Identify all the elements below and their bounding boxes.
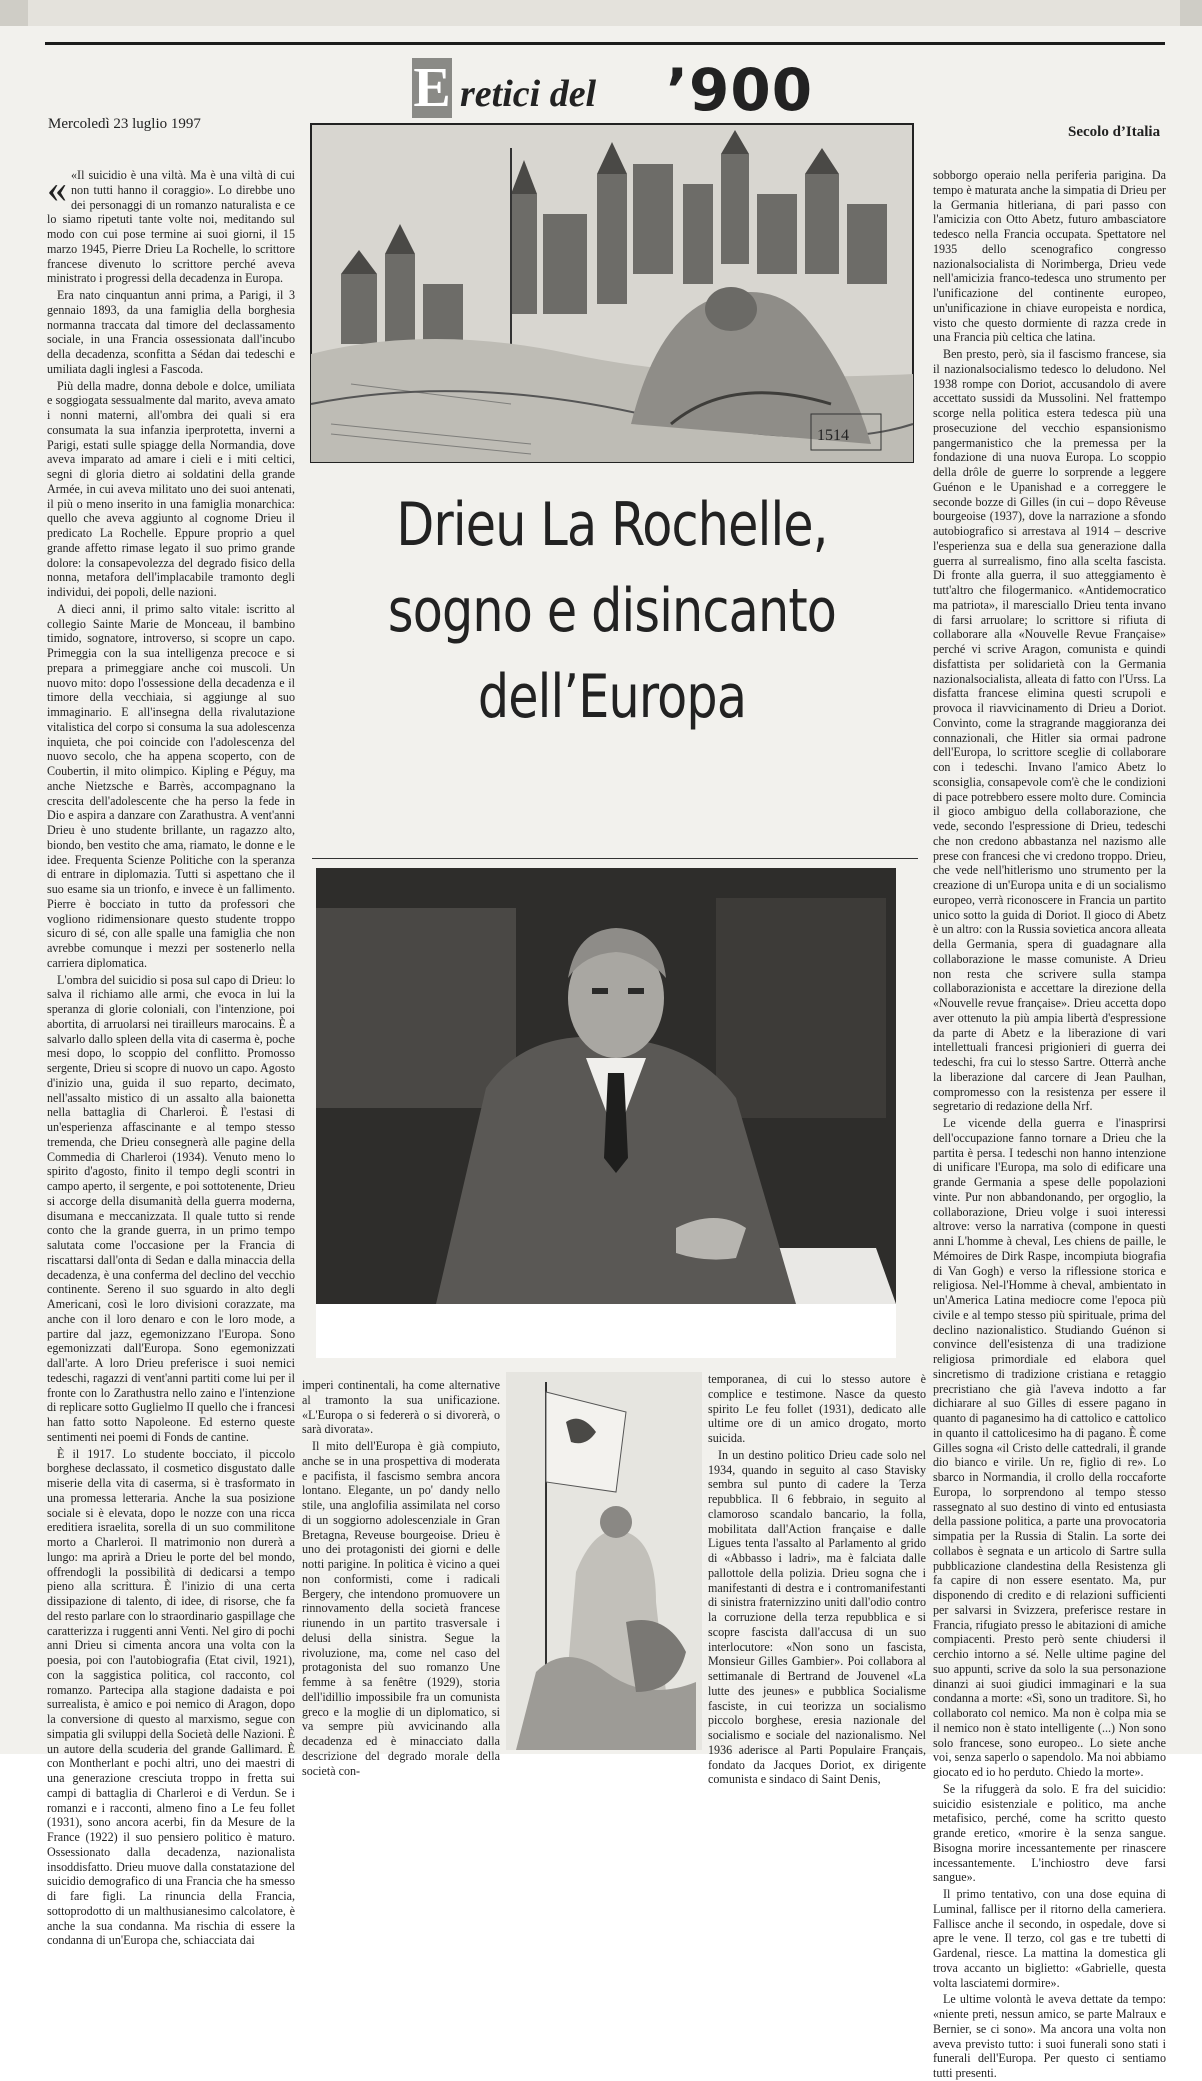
- paragraph: sobborgo operaio nella periferia parigina. Da tempo è maturata anche la simpatia di Drieu per la Germania hitleriana, di pari passo con l'amicizia con Otto Abetz, futuro ambasciatore tedesco nella Francia occupata. Spettatore nel 1935 dello scenografico congresso nazionalsocialista di Norimberga, Drieu vede nell'amicizia franco-tedesca uno strumento per l'unificazione del continente europeo, un'unificazione in chiave europeista e nordica, visto che questo dormiente di razza crede in una Francia più celtica che latina.: [933, 168, 1166, 345]
- article-column-3: [708, 1372, 926, 1787]
- headline-line-1: Drieu La Rochelle,: [396, 490, 828, 560]
- article-column-1: [47, 166, 295, 1948]
- engraving-signature: 1514: [817, 427, 849, 444]
- paragraph: Se la rifuggerà da solo. E fra del suicidio: suicidio esistenziale e politico, ma anche metafisico, perché, come ha scritto questo grande eretico, «morire è la senza sangue. Bisogna morire incessantemente per rinascere incessantemente. L'inchiostro deve farsi sangue».: [933, 1781, 1166, 1885]
- headline: [358, 482, 866, 740]
- engraving-image: [311, 124, 913, 462]
- paragraph: Le vicende della guerra e l'inasprirsi dell'occupazione fanno tornare a Drieu che la partita è persa. I tedeschi non hanno intenzione di unificare l'Europa, ma solo di edificare una grande Germania a spese delle popolazioni vinte. Pur non abbandonando, per orgoglio, la collaborazione, Drieu volge i suoi interessi altrove: verso la narrativa (compone in questi anni L'homme à cheval, Les chiens de paille, le Mémoires de Dirk Raspe, incompiuta biografia di Van Gogh) e verso la riflessione storica e religiosa. Nel-l'Homme à cheval, ambientato in un'America Latina mediocre come l'epoca più civile e al tempo stesso più spirituale, prima del declino nazionalistico. Studiando Guénon si convince dell'esistenza di una tradizione religiosa primordiale ed elabora quel sincretismo di tradizione cristiana e retaggio precristiano che già l'aveva indotto a far dichiarare al suo Gilles di essere pagano in quanto di paganesimo ha di cattolico e cattolico in quanto il cattolicesimo ha di pagano. È come Gilles sogna «il Cristo delle cattedrali, il grande dio bianco e virile. Un re, figlio di re». Lo sbarco in Normandia, il crollo della roccaforte Europa, lo sorprendono al tempo stesso rassegnato al suo destino di vinto ed entusiasta della passione politica, a parte una provocatoria simpatia per la Russia di Stalin. La sorte dei collabos è segnata e un articolo di Sartre sulla pubblicazione clandestina della Resistenza gli fa capire di non essere esentato. Ma, pur disponendo di credito e di relazioni sufficienti per salvarsi in Svizzera, preferisce restare in Francia, rifugiato presso le abitazioni di amiche compiacenti. Presto però sente chiudersi il cerchio intorno a sé. Nelle ultime pagine del suo appunti, scrive da solo la sua personazione dinanzi ai suoi giudici immaginari e la sua condanna a morte: «Sì, sono un traditore. Sì, ho collaborato col nemico. Ma non è colpa mia se il nemico non è stato intelligente (...) Non sono solo francese, sono europeo.. Lo siete anche voi, senza saperlo o sapendolo. Ma noi abbiamo giocato ed io ho perduto. Chiedo la morte».: [933, 1116, 1166, 1779]
- portrait-photo: [316, 868, 896, 1358]
- paragraph: È il 1917. Lo studente bocciato, il piccolo borghese declassato, il cosmetico disgustato dalle miserie della vita di caserma, si è trasformato in una promessa letteraria. Anche la sua posizione sociale si è elevata, dopo le nozze con una ricca ereditiera israelita, sorella di un suo commilitone morto a Charleroi. Il matrimonio non durerà a lungo: ma aprirà a Drieu le porte del bel mondo, offrendogli la possibilità di dedicarsi a tempo pieno alla scrittura. È l'inizio di una certa dissipazione di talento, di idee, di risorse, che fa del resto parlare con lo straordinario gaspillage che caratterizza i ruggenti anni Venti. Nel giro di pochi anni Drieu si cimenta ancora una volta con la poesia, poi con l'autobiografia (Etat civil, 1921), con la saggistica politica, col racconto, col romanzo. Partecipa alla stagione dadaista e poi surrealista, è amico e poi nemico di Aragon, dopo la conversione di questo al marxismo, segue con simpatia gli sviluppi della Società delle Nazioni. È un autore della scuderia del grande Gallimard. È con Montherlant e pochi altri, uno dei maestri di una generazione cresciuta troppo in fretta sui campi di battaglia di Charleroi e di Verdun. Se i romanzi e i racconti, almeno fino a Le feu follet (1931), sono ancora acerbi, fin da Mesure de la France (1922) il suo pensiero politico è maturo. Ossessionato dalla decadenza, nazionalista insoddisfatto. Drieu muove dalla constatazione del suicidio demografico di una Francia che ha smesso di fare figli. La rinuncia della Francia, sottoprodotto di un malthusianesimo calcolatore, è anche la sua condanna. Ma rischia di essere la condanna di un'Europa che, schiacciata dai: [47, 1446, 295, 1948]
- portrait-image: [316, 868, 896, 1358]
- masthead-initial: E: [413, 57, 451, 119]
- paragraph: Le ultime volontà le aveva dettate da tempo: «niente preti, nessun amico, se parte Malraux e Bernier, se ci sono». Ma ancora una volta non aveva previsto tutto: i suoi funerali sono stati i funerali dell'Europa. Per questo ci sentiamo tutti presenti.: [933, 1992, 1166, 2080]
- issue-date: Mercoledì 23 luglio 1997: [48, 116, 201, 132]
- paragraph: Ben presto, però, sia il fascismo francese, sia il nazionalsocialismo tedesco lo deludono. Nel 1938 rompe con Doriot, accusandolo di avere accettato sussidi da Mussolini. Nel frattempo scorge nella politica estera tedesca più una prosecuzione del vecchio espansionismo pangermanistico che la premessa per la fondazione di una nuova Europa. Lo scoppio della drôle de guerre lo sorprende a leggere Guénon e le Upanishad e a correggere le seconde bozze di Gilles (in cui – dopo Rêveuse bourgeoise (1937), dove la narrazione a sfondo autobiografico si arrestava al 1914 – descrive l'esperienza sua e della sua generazione dalla guerra al surrealismo, fino alla scelta fascista. Di fronte alla guerra, il suo atteggiamento è tutt'altro che filogermanico. «Antidemocratico ma patriota», il maresciallo Drieu tenta invano di farsi arruolare; lo scrittore si rifiuta di collaborare alla «Nouvelle Revue Française» perché vi scrive Aragon, comunista e quindi disfattista per solidarietà con la Germania nazionalsocialista, alleata di fatto con l'Urss. La disfatta francese elimina questi scrupoli e provoca il riavvicinamento di Drieu a Doriot. Convinto, come la stragrande maggioranza dei connazionali, che Hitler sia ormai padrone dell'Europa, lo scrittore sceglie di collaborare con i tedeschi. Invano l'amico Abetz lo sconsiglia, consapevole com'è che le condizioni di pace potrebbero essere molto dure. Comincia il gioco ambiguo della collaborazione, che vede, secondo l'espressione di Drieu, tedeschi che non credono abbastanza nel nazismo alle prese con francesi che vi credono troppo. Drieu, che vede nell'hitlerismo uno strumento per la creazione di un'Europa unita e di un socialismo europeo, verrà riconoscere in Francia un partito unico sotto la guida di Doriot. Il gioco di Abetz è un altro: con la Russia sovietica ancora alleata della Germania, spera di guadagnare alla collaborazione le masse comuniste. A Drieu non resta che scrivere sulla stampa collaborazionista e accettare la direzione della «Nouvelle revue française». Drieu accetta dopo aver ottenuto la più ampia libertà d'espressione da parte di Abetz e la liberazione di vari intellettuali francesi prigionieri di guerra dei tedeschi, fra cui lo stesso Sartre. Otterrà anche la liberazione dal carcere di Jean Paulhan, compromesso con la resistenza per essere il segretario di redazione della Nrf.: [933, 347, 1166, 1114]
- paragraph: imperi continentali, ha come alternative al tramonto la sua unificazione. «L'Europa o si federerà o si divorerà, o sarà divorata».: [302, 1378, 500, 1437]
- article-column-2: [302, 1378, 500, 1778]
- headline-line-2: sogno e disincanto: [387, 576, 837, 646]
- scan-frame-top: [0, 0, 1202, 26]
- knight-illustration: [506, 1372, 702, 1750]
- top-rule: [45, 42, 1165, 45]
- section-masthead: [310, 56, 912, 124]
- paragraph: Più della madre, donna debole e dolce, umiliata e soggiogata sessualmente dal marito, aveva amato i nonni materni, all'ombra dei quali si era consumata la sua infanzia iperprotetta, inverni a Parigi, estati sulle spiagge della Normandia, dove aveva imparato ad amare i cieli e i miti celtici, segni di gloria dietro ai soldatini della grande Armée, in cui aveva militato uno dei suoi antenati, il più o meno inserito in una famiglia monarchica: quello che aveva aggiunto al cognome Drieu il predicato La Rochelle. Eppure proprio a quel grande affetto rimase legato il suo primo grande dolore: la consapevolezza del degrado fisico della nonna, metafora dell'implacabile tramonto degli individui, dei popoli, delle nazioni.: [47, 378, 295, 599]
- masthead-word: retici del: [460, 73, 597, 115]
- paragraph: Era nato cinquantun anni prima, a Parigi, il 3 gennaio 1893, da una famiglia della borghesia normanna traccata dal timore del declassamento sociale, in una Francia ossessionata dall'incubo della decadenza, sconfitta a Sédan dai tedeschi e umiliata dagli inglesi a Fascoda.: [47, 288, 295, 376]
- masthead-year: ’900: [666, 56, 814, 124]
- newspaper-name: Secolo d’Italia: [1068, 124, 1161, 140]
- paragraph: «Il suicidio è una viltà. Ma è una viltà di cui non tutti hanno il coraggio». Lo direbbe uno dei personaggi di un romanzo naturalista e ce lo siamo ripetuti tante volte noi, meditando sul modo con cui pose termine ai suoi giorni, il 15 marzo 1945, Pierre Drieu La Rochelle, lo scrittore francese divenuto lo scrittore perché aveva ministrato i progressi della decadenza in Europa.: [47, 168, 295, 286]
- paragraph: Il primo tentativo, con una dose equina di Luminal, fallisce per il ritorno della cameriera. Fallisce anche il secondo, in ospedale, dove si apre le vene. Il terzo, col gas e tre tubetti di Gardenal, riesce. La mattina la domestica gli trova accanto un biglietto: «Gabrielle, questa volta lasciatemi dormire».: [933, 1887, 1166, 1990]
- paragraph: Il mito dell'Europa è già compiuto, anche se in una prospettiva di moderata e pacifista, il fascismo sembra ancora lontano. Elegante, un po' dandy nello stile, una anglofilia assimilata nel corso di un soggiorno adolescenziale in Gran Bretagna, Reveuse bourgeoise. Drieu è uno dei protagonisti dei giorni e delle notti parigine. In politica è vicino a quei non conformisti, come i radicali Bergery, che intendono promuovere un rinnovamento della società francese riunendo in un partito trasversale i delusi della sinistra. Segue la rivoluzione, ma, come nel caso del protagonista del suo romanzo Une femme à sa fenêtre (1929), storia dell'idillio impossibile fra un comunista greco e la moglie di un diplomatico, si va sempre più avvicinando alla decadenza ed è minacciato dalla descrizione del degrado morale della società con-: [302, 1439, 500, 1778]
- byline-rule: [312, 858, 918, 859]
- paragraph: In un destino politico Drieu cade solo nel 1934, quando in seguito al caso Stavisky sembra sul punto di cadere la Terza repubblica. Il 6 febbraio, in seguito al clamoroso scandalo bancario, la folla, mobilitata dall'Action française e dalle Ligues tenta l'assalto al Parlamento al grido di «Abbasso i ladri», ma è falciata dalle pallottole della polizia. Drieu sogna che i manifestanti di destra e i contromanifestanti di sinistra fraternizzino uniti dall'odio contro la corruzione della terza repubblica e si scopre fascista dall'accusa di un suo interlocutore: «Non sono un fascista, Monsieur Gilles Gambier». Poi collabora al settimanale di Bertrand de Jouvenel «La lutte des jeunes» e pubblica Socialisme fasciste, in cui teorizza un socialismo piccolo borghese, eresia nazionale del socialismo e sociale del nazionalismo. Nel 1936 aderisce al Parti Populaire Français, fondato da Jacques Doriot, ex dirigente comunista e sindaco di Saint Denis,: [708, 1447, 926, 1787]
- paragraph: L'ombra del suicidio si posa sul capo di Drieu: lo salva il richiamo alle armi, che evoca in lui la speranza di glorie coloniali, con l'intenzione, poi abortita, di arruolarsi nei tirailleurs marocains. È a salvarlo dallo spleen della vita di caserma è, poche mesi dopo, lo scoppio del conflitto. Promosso sergente, Drieu si scopre di nuovo un capo. Agosto d'inizio una, guida il suo reparto, decimato, nell'assalto mistico di un assalto alla baionetta nella battaglia di Charleroi. È l'estasi di un'esperienza affascinante e al tempo stesso tremenda, che Drieu consegnerà alle pagine della Commedia di Charleroi (1934). Venuto meno lo spirito d'agosto, finito il tempo degli scontri in campo aperto, il sergente, e poi sottotenente, Drieu si accorge della disumanità della guerra moderna, disumana e meccanizzata. Il quale tutto si rende conto che la grande guerra, in un primo tempo salutata come l'occasione per la Francia di riscattarsi dall'onta di Sedan e dalla minaccia della decadenza, è una conferma del declino del vecchio continente. Sereno il suo sguardo in alto degli Americani, così le loro divisioni corazzate, ma anche con il loro denaro e con le loro mode, a partire dal jazz, egemonizzano l'Europa. Sono egemonizzati dall'Europa. Sono egemonizzati dall'arte. A loro Drieu preferisce i suoi nemici tedeschi, ragazzi di vent'anni partiti come lui per il fronte con lo Zarathustra nello zaino e l'intenzione di replicare sotto Guglielmo II quello che i francesi han fatto sotto Napoleone. Ed esterno queste sentimenti nei poemi di Fonds de cantine.: [47, 972, 295, 1444]
- opening-guillemet: «: [47, 166, 67, 211]
- headline-line-3: dell’Europa: [477, 662, 747, 732]
- paragraph: A dieci anni, il primo salto vitale: iscritto al collegio Sainte Marie de Monceau, il bambino timido, sognatore, introverso, si scopre un capo. Primeggia con la sua intelligenza precoce e si prepara a primeggiare anche coi muscoli. Un nuovo mito: dopo l'ossessione della decadenza e il timore della vecchiaia, si aggiunge al suo immaginario. E all'insegna della rivalutazione vitalistica del corpo si consuma la sua adolescenza inquieta, che poi coincide con l'adolescenza del nuovo secolo, che ha appena scoperto, con de Coubertin, il mito olimpico. Kipling e Péguy, ma anche Nietzsche e Barrès, accompagnano la crescita dell'adolescente che ha perso la fede in Dio e aspira a danzare con Zarathustra. A vent'anni Drieu è uno studente brillante, un ragazzo alto, biondo, ben vestito che ama, riamato, le donne e le idee. Frequenta Scienze Politiche con la speranza di entrare in diplomazia. Tutti si aspettano che il suo esame sia un trionfo, e invece è un fallimento. Pierre è bocciato in tutto da professori che vogliono ridimensionare questo studente troppo sicuro di sé, con alle spalle una famiglia che non avrebbe comunque i mezzi per sostenerlo nella carriera diplomatica.: [47, 601, 295, 970]
- article-column-4: [933, 168, 1166, 2080]
- paragraph: temporanea, di cui lo stesso autore è complice e testimone. Nasce da questo spirito Le feu follet (1931), dedicato alle ultime ore di un amico drogato, morto suicida.: [708, 1372, 926, 1445]
